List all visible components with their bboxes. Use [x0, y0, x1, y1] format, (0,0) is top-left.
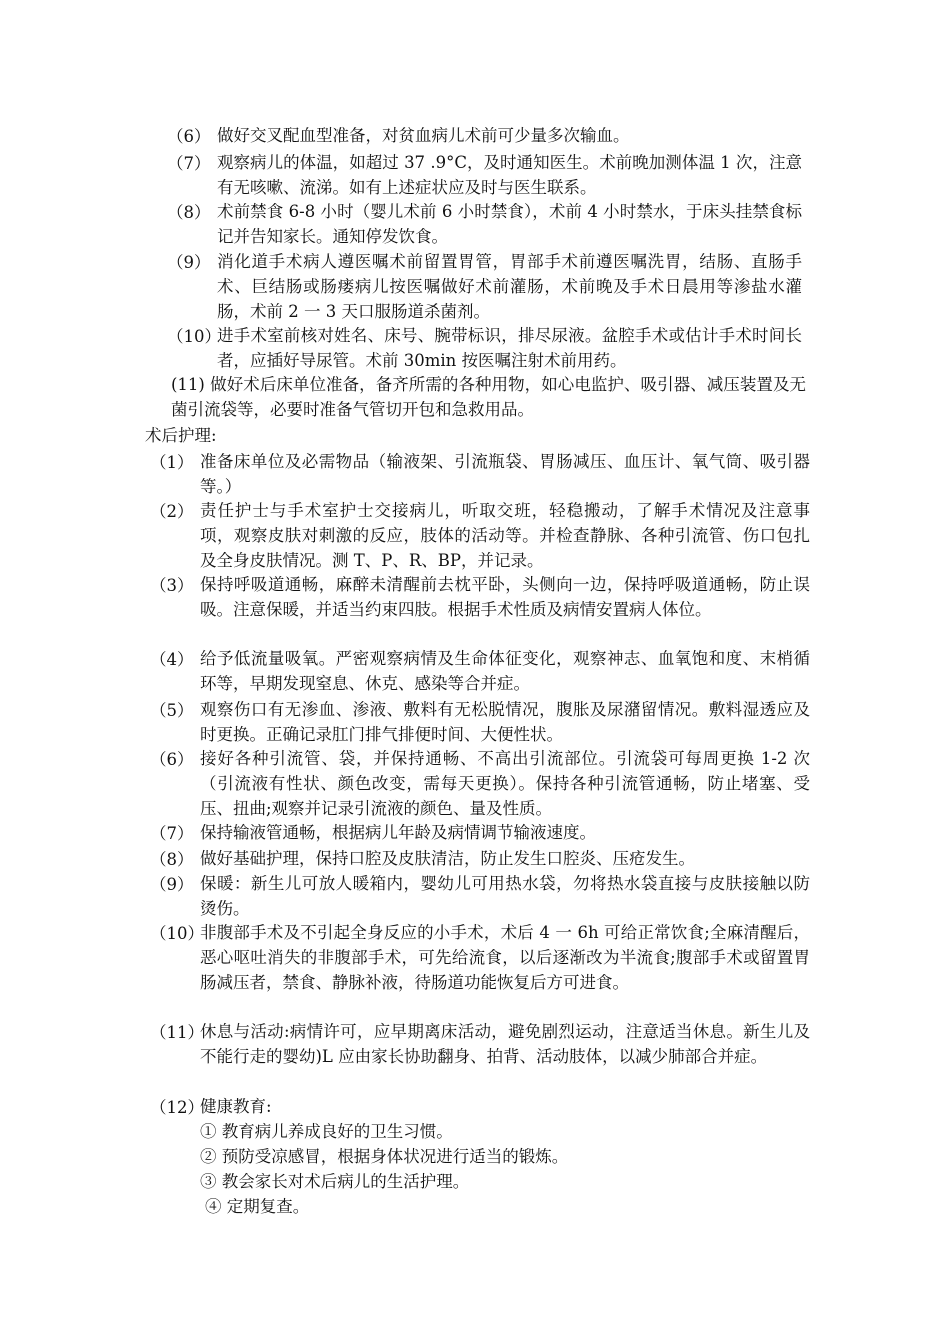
pre-op-item-8 [167, 199, 867, 249]
pre-op-item-9 [167, 249, 867, 324]
item-text: 术前禁食 6-8 小时（婴儿术前 6 小时禁食），术前 4 小时禁水，于床头挂禁食标记并告知家长。通知停发饮食。 [217, 202, 802, 246]
pre-op-item-10 [167, 323, 867, 373]
item-number: （4） [150, 650, 194, 669]
item-text: 责任护士与手术室护士交接病儿，听取交班，轻稳搬动，了解手术情况及注意事项，观察皮肤对刺激的反应，肢体的活动等。并检查静脉、各种引流管、伤口包扎及全身皮肤情况。测 T、P、R、BP，并记录。 [200, 501, 810, 570]
post-op-item-9 [150, 871, 810, 921]
item-text: 健康教育: [200, 1097, 272, 1116]
item-number: （12） [150, 1098, 204, 1117]
item-text: 观察伤口有无渗血、渗液、敷料有无松脱情况，腹胀及尿潴留情况。敷料湿透应及时更换。正确记录肛门排气排便时间、大便性状。 [200, 700, 810, 744]
education-item-1: ① 教育病儿养成良好的卫生习惯。 [200, 1122, 453, 1141]
item-text: 做好基础护理，保持口腔及皮肤清洁，防止发生口腔炎、压疮发生。 [200, 849, 695, 868]
item-number: （7） [150, 824, 194, 843]
item-text: 保持呼吸道通畅，麻醉未清醒前去枕平卧，头侧向一边，保持呼吸道通畅，防止误吸。注意保暖，并适当约束四肢。根据手术性质及病情安置病人体位。 [200, 575, 810, 619]
education-item-3: ③ 教会家长对术后病儿的生活护理。 [200, 1172, 470, 1191]
pre-op-item-6 [167, 123, 867, 148]
item-number: （10） [150, 924, 204, 943]
education-item-2: ② 预防受凉感冒，根据身体状况进行适当的锻炼。 [200, 1147, 569, 1166]
post-op-item-8 [150, 846, 810, 871]
item-text: 给予低流量吸氧。严密观察病情及生命体征变化，观察神志、血氧饱和度、末梢循环等，早期发现窒息、休克、感染等合并症。 [200, 649, 810, 693]
item-number: （9） [167, 253, 211, 272]
item-text: 保持输液管通畅，根据病儿年龄及病情调节输液速度。 [200, 823, 596, 842]
item-text: 消化道手术病人遵医嘱术前留置胃管，胃部手术前遵医嘱洗胃，结肠、直肠手术、巨结肠或肠瘘病儿按医嘱做好术前灌肠，术前晚及手术日晨用等渗盐水灌肠，术前 2 一 3 天口服肠道杀菌剂。 [217, 252, 802, 321]
post-op-heading: 术后护理: [145, 426, 217, 445]
item-number: （5） [150, 701, 194, 720]
item-number: （6） [167, 127, 211, 146]
education-item-4: ④ 定期复查。 [205, 1197, 310, 1216]
post-op-item-12 [150, 1094, 810, 1119]
item-number: （2） [150, 502, 194, 521]
item-text: 进手术室前核对姓名、床号、腕带标识，排尽尿液。盆腔手术或估计手术时间长者，应插好导尿管。术前 30min 按医嘱注射术前用药。 [217, 326, 802, 370]
post-op-item-1 [150, 449, 810, 499]
post-op-item-7 [150, 820, 810, 845]
item-text: 准备床单位及必需物品（输液架、引流瓶袋、胃肠减压、血压计、氧气筒、吸引器等。） [200, 452, 810, 496]
item-text: 保暖：新生儿可放人暖箱内，婴幼儿可用热水袋，勿将热水袋直接与皮肤接触以防烫伤。 [200, 874, 810, 918]
post-op-item-6 [150, 746, 810, 821]
item-number: （7） [167, 154, 211, 173]
post-op-item-4 [150, 646, 810, 696]
item-number: （8） [150, 850, 194, 869]
post-op-item-10 [150, 920, 810, 995]
item-text: 观察病儿的体温，如超过 37 .9°C，及时通知医生。术前晚加测体温 1 次，注意有无咳嗽、流涕。如有上述症状应及时与医生联系。 [217, 153, 802, 197]
item-text: 接好各种引流管、袋，并保持通畅、不高出引流部位。引流袋可每周更换 1-2 次（引流液有性状、颜色改变，需每天更换）。保持各种引流管通畅，防止堵塞、受压、扭曲;观察并记录引流液的颜色、量及性质。 [200, 749, 810, 818]
pre-op-item-7 [167, 150, 867, 200]
post-op-item-5 [150, 697, 810, 747]
item-number: （9） [150, 875, 194, 894]
item-number: （1） [150, 453, 194, 472]
item-text: 做好交叉配血型准备，对贫血病儿术前可少量多次输血。 [217, 126, 630, 145]
item-text: (11) 做好术后床单位准备，备齐所需的各种用物，如心电监护、吸引器、减压装置及无菌引流袋等，必要时准备气管切开包和急救用品。 [171, 375, 806, 419]
post-op-item-2 [150, 498, 810, 573]
post-op-item-11 [150, 1019, 810, 1069]
item-text: 休息与活动:病情许可，应早期离床活动，避免剧烈运动，注意适当休息。新生儿及不能行走的婴幼)L 应由家长协助翻身、拍背、活动肢体，以减少肺部合并症。 [200, 1022, 810, 1066]
post-op-item-3 [150, 572, 810, 622]
item-number: （3） [150, 576, 194, 595]
item-number: （6） [150, 750, 194, 769]
item-number: （11） [150, 1023, 204, 1042]
item-text: 非腹部手术及不引起全身反应的小手术，术后 4 一 6h 可给正常饮食;全麻清醒后，恶心呕吐消失的非腹部手术，可先给流食，以后逐渐改为半流食;腹部手术或留置胃肠减压者，禁食、静脉补液，待肠道功能恢复后方可进食。 [200, 923, 810, 992]
pre-op-item-11 [171, 372, 871, 422]
item-number: （8） [167, 203, 211, 222]
item-number: （10） [167, 327, 221, 346]
